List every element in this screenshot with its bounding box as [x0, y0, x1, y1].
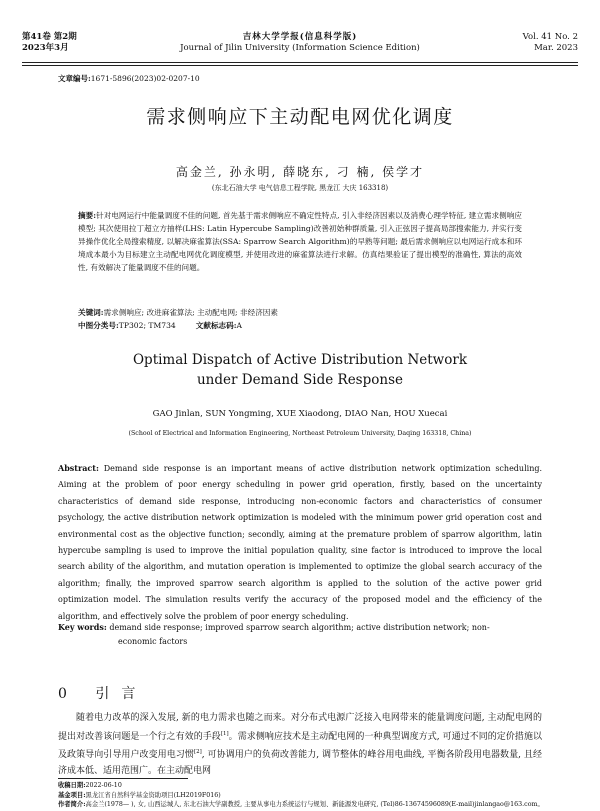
abstract-en-text: Demand side response is an important means of active distribution network optimization scheduling. Aiming at the problem of poor energy scheduling in power grid operation, firstly, based on the uncertainty characteristics of demand side response, introducing non-economic factors and characteristics of consumer psychology, the active distribution network optimization is modeled with the minimum power grid operation cost and environmental cost as the objective function; secondly, aiming at the premature problem of sparrow algorithm, latin hypercube sampling is used to improve the initial population quality, sine factor is introduced to improve the local search ability of the algorithm, and mutation operation is implemented to optimize the global search accuracy of the algorithm; finally, the improved sparrow search algorithm is applied to the solution of the active power grid optimization model. The simulation results verify the accuracy of the proposed model and the efficiency of the algorithm, and effectively solve the problem of poor energy scheduling.: [58, 464, 543, 621]
paper-title-cn: 需求侧响应下主动配电网优化调度: [146, 106, 454, 128]
volume-issue-line-en: Vol. 41 No. 2: [522, 32, 578, 42]
journal-name-en: Journal of Jilin University (Information Science Edition): [180, 43, 420, 53]
journal-header: [22, 32, 578, 62]
fund-value: 黑龙江省自然科学基金资助项目(LH2019F016): [85, 791, 221, 799]
received-value: 2022-06-10: [85, 782, 122, 789]
clc-label: 中图分类号:: [78, 321, 119, 330]
received-label: 收稿日期:: [58, 782, 86, 789]
volume-issue-line: 第41卷 第2期: [22, 32, 77, 42]
article-number: [58, 73, 200, 84]
body-text-part1: 随着电力改革的深入发展, 新的电力需求也随之而来。对分布式电源广泛接入电网带来的能量调度问题, 主动配电网的提出对改善该问题是一个行之有效的手段: [58, 713, 542, 742]
abstract-cn: [78, 209, 522, 274]
author-bio-value: 高金兰(1978— ), 女, 山西运城人, 东北石油大学副教授, 主要从事电力系统运行与规划、新能源发电研究, (Tel)86-13674596089(E-mail)jinlangao@163.com。: [85, 801, 544, 808]
citation-1[interactable]: [1]: [220, 730, 229, 737]
received-date: [58, 781, 560, 791]
body-paragraph: [58, 711, 542, 779]
authors-en: GAO Jinlan, SUN Yongming, XUE Xiaodong, DIAO Nan, HOU Xuecai: [152, 409, 448, 419]
doc-code-value: A: [236, 321, 243, 330]
author-bio-label: 作者简介:: [58, 801, 86, 808]
header-rule-thick: [22, 62, 578, 63]
date-line-en: Mar. 2023: [534, 43, 578, 53]
paper-title-en-line1: Optimal Dispatch of Active Distribution Network: [132, 352, 468, 368]
journal-name-cn: 吉林大学学报(信息科学版): [242, 32, 358, 42]
affiliation-cn: (东北石油大学 电气信息工程学院, 黑龙江 大庆 163318): [211, 184, 389, 192]
abstract-en: [58, 460, 542, 625]
header-rule-thin: [22, 65, 578, 66]
citation-2[interactable]: [2]: [193, 749, 202, 755]
author-bio: [58, 800, 560, 810]
article-number-label: 文章编号:: [58, 74, 91, 83]
abstract-en-label: Abstract:: [58, 463, 99, 473]
body-text-part2: 。需求侧响应技术是主动配电网的一种典型调度方式, 可通过不同的定价措施以及政策导向引导用户改变用电习惯: [58, 731, 542, 760]
volume-issue-en: [523, 32, 578, 54]
clc-value: TP302; TM734: [118, 321, 176, 330]
affiliation-en: (School of Electrical and Information Engineering, Northeast Petroleum University, Daqing 163318, China): [128, 430, 472, 437]
keywords-en-line2: economic factors: [118, 637, 188, 646]
keywords-en: [58, 620, 542, 649]
fund-label: 基金项目:: [58, 791, 86, 799]
authors-cn: 高金兰, 孙永明, 薛晓东, 刁 楠, 侯学才: [175, 165, 425, 179]
keywords-en-line1: demand side response; improved sparrow search algorithm; active distribution network; non-: [109, 623, 490, 632]
body-text-part3: , 可协调用户的负荷改善能力, 调节整体的峰谷用电曲线, 平衡各阶段用电器数量, 且经济成本低、适用范围广。在主动配电网: [58, 750, 542, 776]
paper-title-en: [0, 350, 600, 390]
doc-code-label: 文献标志码:: [195, 321, 237, 330]
abstract-cn-label: 摘要:: [78, 211, 97, 220]
article-number-value: 1671-5896(2023)02-0207-10: [90, 74, 200, 83]
section-heading: 0 引言: [58, 686, 148, 702]
paper-title-en-line2: under Demand Side Response: [196, 372, 403, 388]
keywords-cn: [78, 307, 522, 318]
footnote-rule: [58, 778, 188, 779]
fund-project: [58, 791, 560, 801]
keywords-cn-text: 需求侧响应; 改进麻雀算法; 主动配电网; 非经济因素: [103, 308, 278, 317]
abstract-cn-text: 针对电网运行中能量调度不佳的问题, 首先基于需求侧响应不确定性特点, 引入非经济因素以及消费心理学特征, 建立需求侧响应模型; 其次使用拉丁超立方抽样(LHS: Latin Hypercube Sampling)改善初始种群质量, 引入正弦因子提高局部搜索能力, 并实行变异操作优化全局搜索精度, 以解决麻雀算法(SSA: Sparrow Search Algorithm)的早熟等问题; 最后需求侧响应以电网运行成本和环境成本最小为目标建立主动配电网优化调度模型, 并使用改进的麻雀算法进行求解。仿真结果验证了提出模型的准确性, 算法的高效性, 有效解决了能量调度不佳的问题。: [78, 211, 522, 272]
classification-cn: [78, 320, 522, 331]
date-line: 2023年3月: [22, 43, 69, 53]
journal-name: [22, 32, 578, 54]
footnotes: [58, 781, 560, 810]
keywords-cn-label: 关键词:: [78, 308, 104, 317]
keywords-en-label: Key words:: [58, 622, 107, 632]
